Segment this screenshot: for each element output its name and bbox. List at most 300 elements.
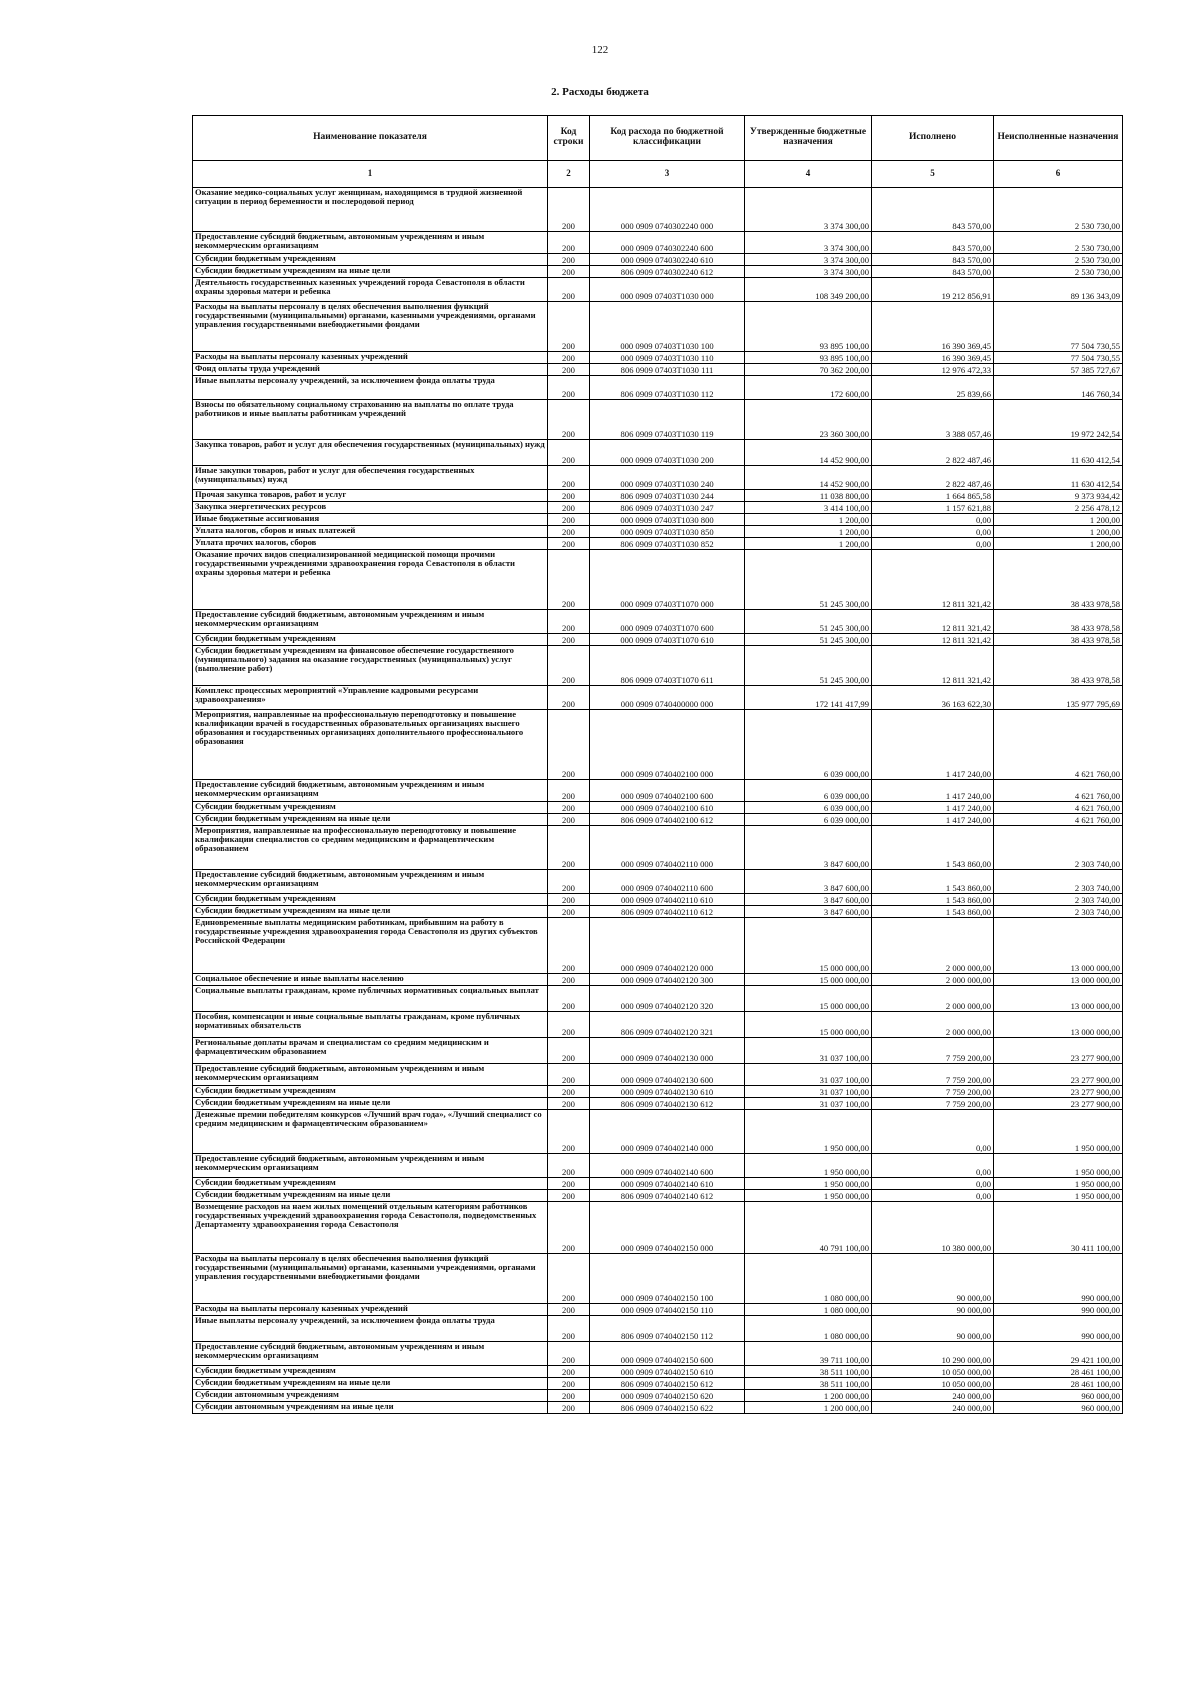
row-executed-amount: 1 664 865,58: [872, 490, 994, 502]
row-unexecuted-amount: 19 972 242,54: [994, 400, 1123, 440]
row-indicator-name: Комплекс процессных мероприятий «Управление кадровыми ресурсами здравоохранения»: [193, 686, 548, 710]
row-indicator-name: Субсидии бюджетным учреждениям: [193, 1366, 548, 1378]
row-indicator-name: Социальные выплаты гражданам, кроме публичных нормативных социальных выплат: [193, 986, 548, 1012]
row-unexecuted-amount: 4 621 760,00: [994, 780, 1123, 802]
table-row: [193, 1154, 1123, 1178]
row-classification-code: 000 0909 0740302240 000: [590, 188, 745, 232]
row-approved-amount: 1 080 000,00: [745, 1254, 872, 1304]
row-indicator-name: Оказание прочих видов специализированной медицинской помощи прочими государственными учреждениями здравоохранения города Севастополя в области охраны здоровья матери и ребенка: [193, 550, 548, 610]
row-executed-amount: 0,00: [872, 526, 994, 538]
row-indicator-name: Взносы по обязательному социальному страхованию на выплаты по оплате труда работников и иные выплаты работникам учреждений: [193, 400, 548, 440]
row-approved-amount: 15 000 000,00: [745, 1012, 872, 1038]
row-executed-amount: 1 543 860,00: [872, 894, 994, 906]
table-row: [193, 974, 1123, 986]
row-line-code: 200: [548, 1012, 590, 1038]
row-classification-code: 806 0909 0740302240 612: [590, 266, 745, 278]
row-approved-amount: 108 349 200,00: [745, 278, 872, 302]
row-classification-code: 000 0909 0740400000 000: [590, 686, 745, 710]
row-indicator-name: Предоставление субсидий бюджетным, автономным учреждениям и иным некоммерческим организациям: [193, 610, 548, 634]
table-row: [193, 686, 1123, 710]
table-row: [193, 1110, 1123, 1154]
row-unexecuted-amount: 11 630 412,54: [994, 440, 1123, 466]
table-row: [193, 440, 1123, 466]
row-unexecuted-amount: 38 433 978,58: [994, 550, 1123, 610]
row-line-code: 200: [548, 1202, 590, 1254]
row-classification-code: 000 0909 07403Т1030 850: [590, 526, 745, 538]
row-indicator-name: Субсидии бюджетным учреждениям: [193, 802, 548, 814]
row-unexecuted-amount: 13 000 000,00: [994, 1012, 1123, 1038]
row-approved-amount: 1 200 000,00: [745, 1390, 872, 1402]
row-unexecuted-amount: 1 950 000,00: [994, 1190, 1123, 1202]
table-row: [193, 986, 1123, 1012]
table-row: [193, 278, 1123, 302]
row-indicator-name: Расходы на выплаты персоналу в целях обеспечения выполнения функций государственными (муниципальными) органами, казенными учреждениями, органами управления государственными внебюджетными фондами: [193, 302, 548, 352]
column-index: 1: [193, 161, 548, 188]
row-indicator-name: Фонд оплаты труда учреждений: [193, 364, 548, 376]
row-unexecuted-amount: 57 385 727,67: [994, 364, 1123, 376]
row-indicator-name: Субсидии бюджетным учреждениям на иные цели: [193, 1098, 548, 1110]
row-approved-amount: 1 950 000,00: [745, 1178, 872, 1190]
row-executed-amount: 12 976 472,33: [872, 364, 994, 376]
row-executed-amount: 7 759 200,00: [872, 1064, 994, 1086]
row-classification-code: 000 0909 07403Т1070 610: [590, 634, 745, 646]
row-executed-amount: 16 390 369,45: [872, 302, 994, 352]
row-classification-code: 806 0909 07403Т1030 112: [590, 376, 745, 400]
table-row: [193, 1064, 1123, 1086]
row-line-code: 200: [548, 538, 590, 550]
row-indicator-name: Прочая закупка товаров, работ и услуг: [193, 490, 548, 502]
header-unexecuted: Неисполненные назначения: [994, 116, 1123, 161]
row-classification-code: 000 0909 0740402100 000: [590, 710, 745, 780]
row-executed-amount: 0,00: [872, 514, 994, 526]
row-classification-code: 000 0909 0740402120 320: [590, 986, 745, 1012]
row-line-code: 200: [548, 1304, 590, 1316]
row-unexecuted-amount: 990 000,00: [994, 1304, 1123, 1316]
row-executed-amount: 240 000,00: [872, 1390, 994, 1402]
row-line-code: 200: [548, 1098, 590, 1110]
row-classification-code: 000 0909 07403Т1070 600: [590, 610, 745, 634]
row-approved-amount: 15 000 000,00: [745, 918, 872, 974]
table-row: [193, 538, 1123, 550]
row-indicator-name: Предоставление субсидий бюджетным, автономным учреждениям и иным некоммерческим организациям: [193, 780, 548, 802]
row-classification-code: 806 0909 07403Т1030 119: [590, 400, 745, 440]
header-classification-code: Код расхода по бюджетной классификации: [590, 116, 745, 161]
row-unexecuted-amount: 1 950 000,00: [994, 1110, 1123, 1154]
row-approved-amount: 15 000 000,00: [745, 974, 872, 986]
row-executed-amount: 240 000,00: [872, 1402, 994, 1414]
row-classification-code: 806 0909 07403Т1030 247: [590, 502, 745, 514]
row-unexecuted-amount: 38 433 978,58: [994, 634, 1123, 646]
row-executed-amount: 10 290 000,00: [872, 1342, 994, 1366]
table-body: [193, 188, 1123, 1414]
table-row: [193, 514, 1123, 526]
table-row: [193, 894, 1123, 906]
table-row: [193, 802, 1123, 814]
row-approved-amount: 1 200,00: [745, 514, 872, 526]
table-row: [193, 1316, 1123, 1342]
table-row: [193, 1402, 1123, 1414]
row-unexecuted-amount: 135 977 795,69: [994, 686, 1123, 710]
row-line-code: 200: [548, 1086, 590, 1098]
row-executed-amount: 7 759 200,00: [872, 1098, 994, 1110]
row-classification-code: 000 0909 07403Т1030 100: [590, 302, 745, 352]
row-unexecuted-amount: 11 630 412,54: [994, 466, 1123, 490]
table-row: [193, 1190, 1123, 1202]
row-indicator-name: Предоставление субсидий бюджетным, автономным учреждениям и иным некоммерческим организациям: [193, 1154, 548, 1178]
document-title: 2. Расходы бюджета: [551, 86, 649, 98]
row-line-code: 200: [548, 254, 590, 266]
row-unexecuted-amount: 2 530 730,00: [994, 254, 1123, 266]
row-approved-amount: 31 037 100,00: [745, 1098, 872, 1110]
header-approved: Утвержденные бюджетные назначения: [745, 116, 872, 161]
row-line-code: 200: [548, 1378, 590, 1390]
row-line-code: 200: [548, 440, 590, 466]
row-line-code: 200: [548, 1190, 590, 1202]
row-classification-code: 000 0909 0740402130 600: [590, 1064, 745, 1086]
row-unexecuted-amount: 2 530 730,00: [994, 232, 1123, 254]
row-executed-amount: 3 388 057,46: [872, 400, 994, 440]
row-indicator-name: Деятельность государственных казенных учреждений города Севастополя в области охраны здоровья матери и ребенка: [193, 278, 548, 302]
table-row: [193, 1390, 1123, 1402]
row-indicator-name: Предоставление субсидий бюджетным, автономным учреждениям и иным некоммерческим организациям: [193, 232, 548, 254]
row-indicator-name: Мероприятия, направленные на профессиональную переподготовку и повышение квалификации специалистов со средним медицинским и фармацевтическим образованием: [193, 826, 548, 870]
row-executed-amount: 2 822 487,46: [872, 466, 994, 490]
column-index: 4: [745, 161, 872, 188]
row-classification-code: 000 0909 0740402150 110: [590, 1304, 745, 1316]
table-row: [193, 610, 1123, 634]
row-line-code: 200: [548, 1110, 590, 1154]
row-executed-amount: 7 759 200,00: [872, 1086, 994, 1098]
row-line-code: 200: [548, 278, 590, 302]
row-line-code: 200: [548, 646, 590, 686]
row-executed-amount: 2 000 000,00: [872, 1012, 994, 1038]
budget-expenditure-table: [192, 115, 1123, 1414]
row-line-code: 200: [548, 232, 590, 254]
row-approved-amount: 38 511 100,00: [745, 1378, 872, 1390]
table-row: [193, 1304, 1123, 1316]
row-classification-code: 806 0909 0740402100 612: [590, 814, 745, 826]
row-unexecuted-amount: 990 000,00: [994, 1316, 1123, 1342]
row-line-code: 200: [548, 550, 590, 610]
row-executed-amount: 90 000,00: [872, 1254, 994, 1304]
row-line-code: 200: [548, 1402, 590, 1414]
row-unexecuted-amount: 28 461 100,00: [994, 1378, 1123, 1390]
table-row: [193, 814, 1123, 826]
row-unexecuted-amount: 23 277 900,00: [994, 1064, 1123, 1086]
row-line-code: 200: [548, 400, 590, 440]
row-indicator-name: Расходы на выплаты персоналу казенных учреждений: [193, 1304, 548, 1316]
row-indicator-name: Возмещение расходов на наем жилых помещений отдельным категориям работников государственных учреждений здравоохранения города Севастополя, подведомственных Департаменту здравоохранения города Севастополя: [193, 1202, 548, 1254]
row-unexecuted-amount: 960 000,00: [994, 1402, 1123, 1414]
row-line-code: 200: [548, 986, 590, 1012]
row-approved-amount: 3 847 600,00: [745, 894, 872, 906]
row-approved-amount: 3 374 300,00: [745, 188, 872, 232]
row-classification-code: 000 0909 0740402150 600: [590, 1342, 745, 1366]
table-row: [193, 352, 1123, 364]
row-line-code: 200: [548, 1342, 590, 1366]
row-unexecuted-amount: 23 277 900,00: [994, 1086, 1123, 1098]
column-index: 5: [872, 161, 994, 188]
row-indicator-name: Иные выплаты персоналу учреждений, за исключением фонда оплаты труда: [193, 1316, 548, 1342]
table-row: [193, 1378, 1123, 1390]
table-row: [193, 266, 1123, 278]
row-approved-amount: 6 039 000,00: [745, 710, 872, 780]
row-executed-amount: 1 543 860,00: [872, 826, 994, 870]
row-indicator-name: Закупка товаров, работ и услуг для обеспечения государственных (муниципальных) нужд: [193, 440, 548, 466]
row-classification-code: 806 0909 07403Т1030 244: [590, 490, 745, 502]
row-classification-code: 806 0909 07403Т1030 852: [590, 538, 745, 550]
row-executed-amount: 0,00: [872, 1154, 994, 1178]
row-line-code: 200: [548, 502, 590, 514]
row-line-code: 200: [548, 610, 590, 634]
row-line-code: 200: [548, 802, 590, 814]
row-unexecuted-amount: 23 277 900,00: [994, 1098, 1123, 1110]
row-indicator-name: Оказание медико-социальных услуг женщинам, находящимся в трудной жизненной ситуации в период беременности и послеродовой период: [193, 188, 548, 232]
table-row: [193, 1098, 1123, 1110]
table-row: [193, 634, 1123, 646]
row-classification-code: 000 0909 0740402120 300: [590, 974, 745, 986]
row-unexecuted-amount: 30 411 100,00: [994, 1202, 1123, 1254]
row-approved-amount: 3 374 300,00: [745, 266, 872, 278]
row-executed-amount: 12 811 321,42: [872, 634, 994, 646]
row-executed-amount: 843 570,00: [872, 188, 994, 232]
table-row: [193, 1178, 1123, 1190]
table-row: [193, 780, 1123, 802]
row-unexecuted-amount: 2 530 730,00: [994, 188, 1123, 232]
row-indicator-name: Субсидии бюджетным учреждениям: [193, 894, 548, 906]
row-approved-amount: 51 245 300,00: [745, 610, 872, 634]
row-executed-amount: 2 000 000,00: [872, 974, 994, 986]
row-line-code: 200: [548, 686, 590, 710]
row-line-code: 200: [548, 870, 590, 894]
row-classification-code: 000 0909 07403Т1030 200: [590, 440, 745, 466]
row-unexecuted-amount: 13 000 000,00: [994, 986, 1123, 1012]
row-indicator-name: Иные закупки товаров, работ и услуг для обеспечения государственных (муниципальных) нужд: [193, 466, 548, 490]
row-indicator-name: Расходы на выплаты персоналу казенных учреждений: [193, 352, 548, 364]
row-classification-code: 000 0909 0740402140 000: [590, 1110, 745, 1154]
row-approved-amount: 1 950 000,00: [745, 1110, 872, 1154]
row-line-code: 200: [548, 490, 590, 502]
row-approved-amount: 1 200 000,00: [745, 1402, 872, 1414]
table-row: [193, 1202, 1123, 1254]
row-indicator-name: Уплата прочих налогов, сборов: [193, 538, 548, 550]
row-indicator-name: Предоставление субсидий бюджетным, автономным учреждениям и иным некоммерческим организациям: [193, 1064, 548, 1086]
table-row: [193, 1086, 1123, 1098]
row-unexecuted-amount: 9 373 934,42: [994, 490, 1123, 502]
row-unexecuted-amount: 29 421 100,00: [994, 1342, 1123, 1366]
row-approved-amount: 1 200,00: [745, 526, 872, 538]
row-approved-amount: 51 245 300,00: [745, 646, 872, 686]
row-approved-amount: 172 141 417,99: [745, 686, 872, 710]
row-classification-code: 000 0909 0740402100 600: [590, 780, 745, 802]
row-unexecuted-amount: 1 200,00: [994, 538, 1123, 550]
row-executed-amount: 0,00: [872, 538, 994, 550]
row-executed-amount: 0,00: [872, 1178, 994, 1190]
row-executed-amount: 12 811 321,42: [872, 550, 994, 610]
header-line-code: Код строки: [548, 116, 590, 161]
row-approved-amount: 6 039 000,00: [745, 802, 872, 814]
table-row: [193, 188, 1123, 232]
row-classification-code: 806 0909 0740402130 612: [590, 1098, 745, 1110]
row-indicator-name: Предоставление субсидий бюджетным, автономным учреждениям и иным некоммерческим организациям: [193, 870, 548, 894]
row-unexecuted-amount: 77 504 730,55: [994, 302, 1123, 352]
row-executed-amount: 10 380 000,00: [872, 1202, 994, 1254]
row-unexecuted-amount: 4 621 760,00: [994, 814, 1123, 826]
row-executed-amount: 843 570,00: [872, 232, 994, 254]
row-executed-amount: 10 050 000,00: [872, 1366, 994, 1378]
table-row: [193, 490, 1123, 502]
row-unexecuted-amount: 89 136 343,09: [994, 278, 1123, 302]
row-classification-code: 000 0909 0740402140 610: [590, 1178, 745, 1190]
row-classification-code: 806 0909 07403Т1030 111: [590, 364, 745, 376]
row-executed-amount: 1 417 240,00: [872, 802, 994, 814]
row-executed-amount: 1 417 240,00: [872, 814, 994, 826]
row-executed-amount: 90 000,00: [872, 1304, 994, 1316]
row-unexecuted-amount: 1 950 000,00: [994, 1154, 1123, 1178]
row-line-code: 200: [548, 1064, 590, 1086]
row-executed-amount: 1 417 240,00: [872, 780, 994, 802]
row-approved-amount: 1 080 000,00: [745, 1304, 872, 1316]
row-classification-code: 000 0909 0740402110 000: [590, 826, 745, 870]
row-line-code: 200: [548, 894, 590, 906]
row-executed-amount: 12 811 321,42: [872, 646, 994, 686]
row-approved-amount: 31 037 100,00: [745, 1064, 872, 1086]
row-line-code: 200: [548, 1316, 590, 1342]
row-classification-code: 000 0909 0740402120 000: [590, 918, 745, 974]
row-line-code: 200: [548, 918, 590, 974]
row-approved-amount: 3 847 600,00: [745, 826, 872, 870]
row-line-code: 200: [548, 780, 590, 802]
row-line-code: 200: [548, 1254, 590, 1304]
row-indicator-name: Субсидии автономным учреждениям на иные цели: [193, 1402, 548, 1414]
table-row: [193, 1366, 1123, 1378]
row-approved-amount: 93 895 100,00: [745, 302, 872, 352]
row-executed-amount: 1 417 240,00: [872, 710, 994, 780]
row-classification-code: 000 0909 07403Т1030 240: [590, 466, 745, 490]
row-line-code: 200: [548, 906, 590, 918]
row-classification-code: 000 0909 0740402150 620: [590, 1390, 745, 1402]
row-approved-amount: 38 511 100,00: [745, 1366, 872, 1378]
row-classification-code: 806 0909 0740402150 622: [590, 1402, 745, 1414]
table-row: [193, 550, 1123, 610]
row-unexecuted-amount: 1 200,00: [994, 514, 1123, 526]
row-executed-amount: 19 212 856,91: [872, 278, 994, 302]
table-row: [193, 1012, 1123, 1038]
row-approved-amount: 93 895 100,00: [745, 352, 872, 364]
row-unexecuted-amount: 2 256 478,12: [994, 502, 1123, 514]
row-approved-amount: 15 000 000,00: [745, 986, 872, 1012]
row-classification-code: 000 0909 07403Т1030 000: [590, 278, 745, 302]
page-number: 122: [591, 44, 609, 56]
row-classification-code: 806 0909 07403Т1070 611: [590, 646, 745, 686]
row-indicator-name: Субсидии бюджетным учреждениям на иные цели: [193, 906, 548, 918]
row-classification-code: 000 0909 0740402150 610: [590, 1366, 745, 1378]
table-row: [193, 906, 1123, 918]
row-approved-amount: 51 245 300,00: [745, 550, 872, 610]
row-indicator-name: Субсидии бюджетным учреждениям на иные цели: [193, 266, 548, 278]
row-line-code: 200: [548, 1154, 590, 1178]
table-row: [193, 502, 1123, 514]
row-unexecuted-amount: 13 000 000,00: [994, 974, 1123, 986]
row-line-code: 200: [548, 188, 590, 232]
row-line-code: 200: [548, 1178, 590, 1190]
header-indicator-name: Наименование показателя: [193, 116, 548, 161]
row-indicator-name: Субсидии бюджетным учреждениям: [193, 634, 548, 646]
row-approved-amount: 172 600,00: [745, 376, 872, 400]
row-indicator-name: Расходы на выплаты персоналу в целях обеспечения выполнения функций государственными (муниципальными) органами, казенными учреждениями, органами управления государственными внебюджетными фондами: [193, 1254, 548, 1304]
row-approved-amount: 23 360 300,00: [745, 400, 872, 440]
row-executed-amount: 7 759 200,00: [872, 1038, 994, 1064]
row-line-code: 200: [548, 266, 590, 278]
row-line-code: 200: [548, 352, 590, 364]
table-row: [193, 232, 1123, 254]
row-classification-code: 000 0909 0740402150 000: [590, 1202, 745, 1254]
row-approved-amount: 31 037 100,00: [745, 1086, 872, 1098]
row-unexecuted-amount: 990 000,00: [994, 1254, 1123, 1304]
table-row: [193, 1038, 1123, 1064]
row-unexecuted-amount: 1 200,00: [994, 526, 1123, 538]
row-approved-amount: 51 245 300,00: [745, 634, 872, 646]
row-executed-amount: 25 839,66: [872, 376, 994, 400]
row-indicator-name: Иные выплаты персоналу учреждений, за исключением фонда оплаты труда: [193, 376, 548, 400]
row-classification-code: 000 0909 0740402140 600: [590, 1154, 745, 1178]
row-approved-amount: 14 452 900,00: [745, 466, 872, 490]
table-row: [193, 376, 1123, 400]
row-approved-amount: 40 791 100,00: [745, 1202, 872, 1254]
row-classification-code: 000 0909 0740402110 600: [590, 870, 745, 894]
row-line-code: 200: [548, 466, 590, 490]
row-indicator-name: Мероприятия, направленные на профессиональную переподготовку и повышение квалификации врачей в государственных образовательных организациях высшего образования и государственных организациях дополнительного профессионального образования: [193, 710, 548, 780]
row-executed-amount: 0,00: [872, 1190, 994, 1202]
row-approved-amount: 1 950 000,00: [745, 1190, 872, 1202]
row-indicator-name: Субсидии автономным учреждениям: [193, 1390, 548, 1402]
row-line-code: 200: [548, 526, 590, 538]
row-unexecuted-amount: 2 303 740,00: [994, 894, 1123, 906]
row-indicator-name: Субсидии бюджетным учреждениям на иные цели: [193, 1190, 548, 1202]
row-unexecuted-amount: 960 000,00: [994, 1390, 1123, 1402]
row-unexecuted-amount: 77 504 730,55: [994, 352, 1123, 364]
row-classification-code: 806 0909 0740402140 612: [590, 1190, 745, 1202]
row-executed-amount: 36 163 622,30: [872, 686, 994, 710]
table-row: [193, 710, 1123, 780]
row-approved-amount: 1 950 000,00: [745, 1154, 872, 1178]
row-classification-code: 000 0909 07403Т1030 110: [590, 352, 745, 364]
row-executed-amount: 1 543 860,00: [872, 906, 994, 918]
table-row: [193, 302, 1123, 352]
header-executed: Исполнено: [872, 116, 994, 161]
table-column-index-row: [193, 161, 1123, 188]
row-line-code: 200: [548, 974, 590, 986]
row-executed-amount: 90 000,00: [872, 1316, 994, 1342]
row-approved-amount: 1 200,00: [745, 538, 872, 550]
row-approved-amount: 1 080 000,00: [745, 1316, 872, 1342]
row-classification-code: 806 0909 0740402150 612: [590, 1378, 745, 1390]
row-approved-amount: 3 374 300,00: [745, 232, 872, 254]
row-line-code: 200: [548, 1390, 590, 1402]
column-index: 6: [994, 161, 1123, 188]
row-classification-code: 806 0909 0740402120 321: [590, 1012, 745, 1038]
row-line-code: 200: [548, 364, 590, 376]
row-approved-amount: 3 847 600,00: [745, 906, 872, 918]
row-executed-amount: 1 543 860,00: [872, 870, 994, 894]
row-line-code: 200: [548, 376, 590, 400]
row-line-code: 200: [548, 710, 590, 780]
table-row: [193, 826, 1123, 870]
row-indicator-name: Региональные доплаты врачам и специалистам со средним медицинским и фармацевтическим образованием: [193, 1038, 548, 1064]
row-line-code: 200: [548, 1366, 590, 1378]
table-row: [193, 364, 1123, 376]
row-indicator-name: Единовременные выплаты медицинским работникам, прибывшим на работу в государственные учреждения здравоохранения города Севастополя из других субъектов Российской Федерации: [193, 918, 548, 974]
